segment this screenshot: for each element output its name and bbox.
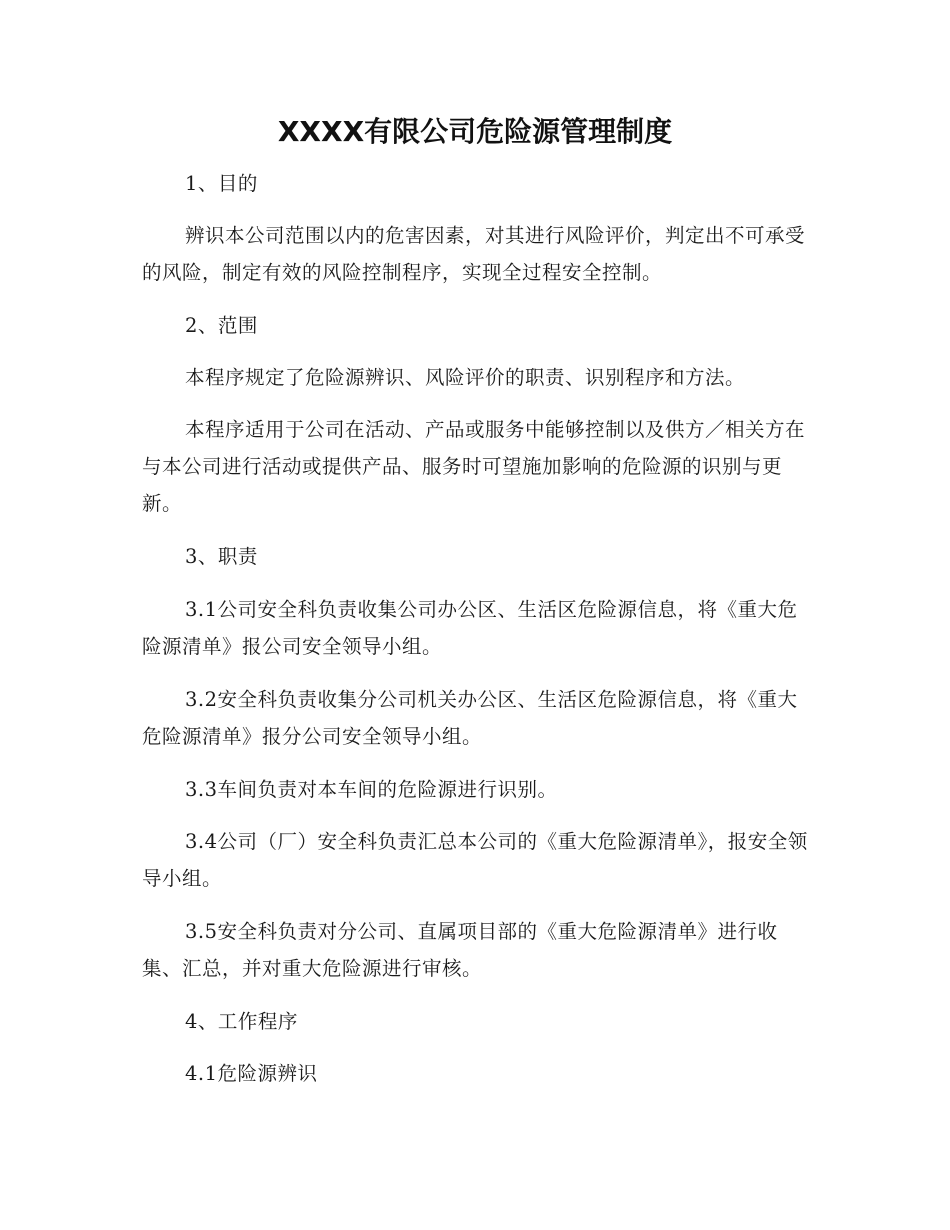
section-heading-purpose: 1、目的 [185,172,258,195]
section-heading-scope: 2、范围 [185,314,258,337]
section-heading-procedure: 4、工作程序 [185,1010,298,1033]
section-heading-responsibilities: 3、职责 [185,545,258,568]
paragraph-responsibility-3-3: 3.3车间负责对本车间的危险源进行识别。 [185,778,558,801]
paragraph-purpose: 辨识本公司范围以内的危害因素，对其进行风险评价，判定出不可承受的风险，制定有效的风险控制程序，实现全过程安全控制。 [142,224,806,284]
document-title: XXXX有限公司危险源管理制度 [277,115,673,148]
paragraph-scope-1: 本程序规定了危险源辨识、风险评价的职责、识别程序和方法。 [185,366,746,389]
paragraph-responsibility-3-2: 3.2安全科负责收集分公司机关办公区、生活区危险源信息，将《重大危险源清单》报分公司安全领导小组。 [142,688,798,748]
subsection-heading-hazard-identification: 4.1危险源辨识 [185,1062,318,1085]
paragraph-responsibility-3-5: 3.5安全科负责对分公司、直属项目部的《重大危险源清单》进行收集、汇总，并对重大危险源进行审核。 [142,920,778,980]
paragraph-scope-2: 本程序适用于公司在活动、产品或服务中能够控制以及供方／相关方在与本公司进行活动或提供产品、服务时可望施加影响的危险源的识别与更新。 [142,418,806,515]
paragraph-responsibility-3-1: 3.1公司安全科负责收集公司办公区、生活区危险源信息，将《重大危险源清单》报公司安全领导小组。 [142,598,798,658]
paragraph-responsibility-3-4: 3.4公司（厂）安全科负责汇总本公司的《重大危险源清单》，报安全领导小组。 [142,830,808,890]
